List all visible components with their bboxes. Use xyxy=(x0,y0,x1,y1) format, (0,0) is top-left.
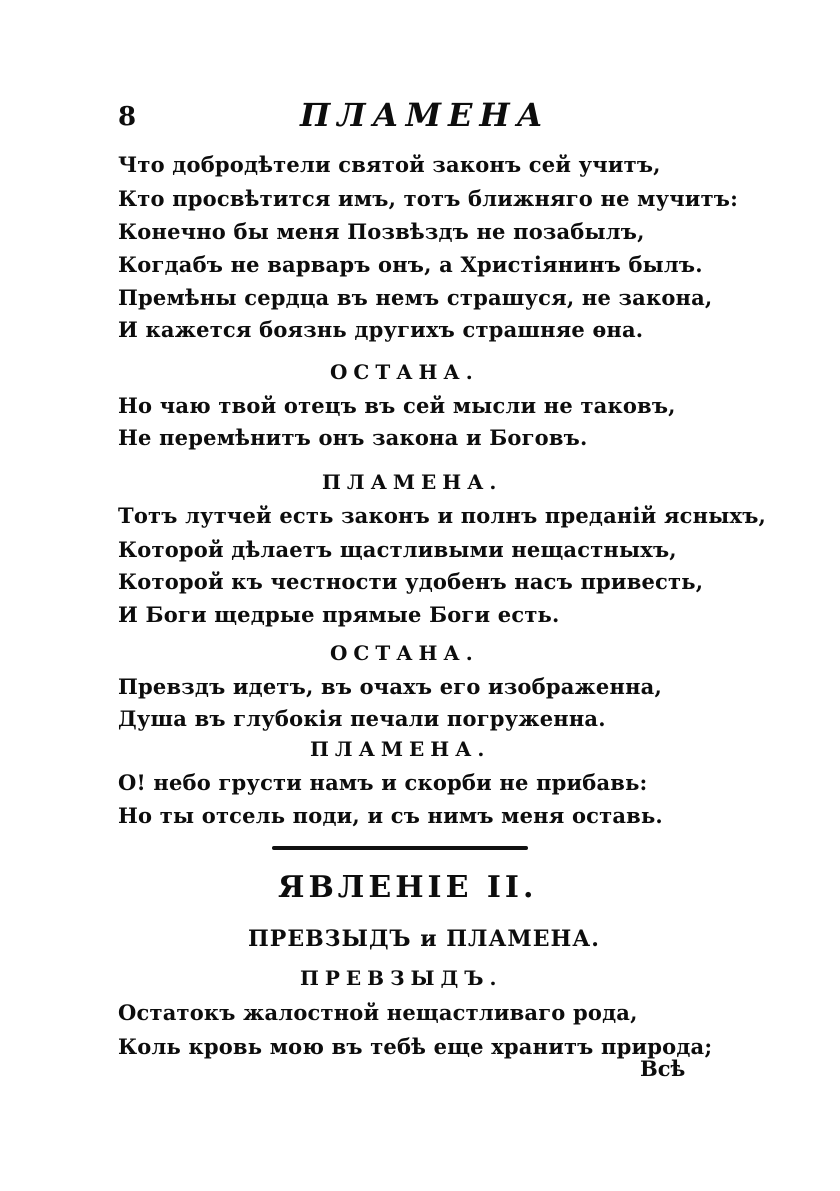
verse-line: Не перемѣнитъ онъ закона и Боговъ. xyxy=(118,425,588,450)
speaker-name: ПРЕВЗЫДЪ. xyxy=(300,966,503,990)
verse-line: Тотъ лутчей есть законъ и полнъ преданiй ясныхъ, xyxy=(118,503,767,528)
page-number: 8 xyxy=(118,102,137,132)
speaker-name: ПЛАМЕНА. xyxy=(310,737,491,761)
speaker-name: ОСТАНА. xyxy=(330,641,479,665)
verse-line: И Боги щедрые прямые Боги есть. xyxy=(118,602,560,627)
verse-line: И кажется боязнь другихъ страшняе ѳна. xyxy=(118,317,644,342)
verse-line: Конечно бы меня Позвѣздъ не позабылъ, xyxy=(118,219,645,244)
verse-line: Что добродѣтели святой законъ сей учитъ, xyxy=(118,152,661,177)
verse-line: Которой къ честности удобенъ насъ привесть, xyxy=(118,569,704,594)
scene-title: ЯВЛЕНIЕ II. xyxy=(278,870,538,905)
verse-line: О! небо грусти намъ и скорби не прибавь: xyxy=(118,770,648,795)
verse-line: Но ты отсель поди, и съ нимъ меня оставь. xyxy=(118,803,663,828)
running-head: ПЛАМЕНА xyxy=(300,96,550,134)
verse-line: Коль кровь мою въ тебѣ еще хранитъ природа; xyxy=(118,1034,713,1059)
catchword: Всѣ xyxy=(640,1056,686,1081)
verse-line: Кто просвѣтится имъ, тотъ ближняго не мучитъ: xyxy=(118,186,739,211)
verse-line: Остатокъ жалостной нещастливаго рода, xyxy=(118,1000,638,1025)
speaker-name: ОСТАНА. xyxy=(330,360,479,384)
scene-characters: ПРЕВЗЫДЪ и ПЛАМЕНА. xyxy=(248,926,600,952)
verse-line: Душа въ глубокiя печали погруженна. xyxy=(118,706,606,731)
page-header xyxy=(118,96,638,140)
speaker-name: ПЛАМЕНА. xyxy=(322,470,503,494)
verse-line: Когдабъ не варваръ онъ, а Христiянинъ былъ. xyxy=(118,252,703,277)
section-divider xyxy=(272,846,528,850)
verse-line: Но чаю твой отецъ въ сей мысли не таковъ, xyxy=(118,393,676,418)
verse-line: Которой дѣлаетъ щастливыми нещастныхъ, xyxy=(118,537,677,562)
verse-line: Превздъ идетъ, въ очахъ его изображенна, xyxy=(118,674,662,699)
verse-line: Премѣны сердца въ немъ страшуся, не закона, xyxy=(118,285,713,310)
